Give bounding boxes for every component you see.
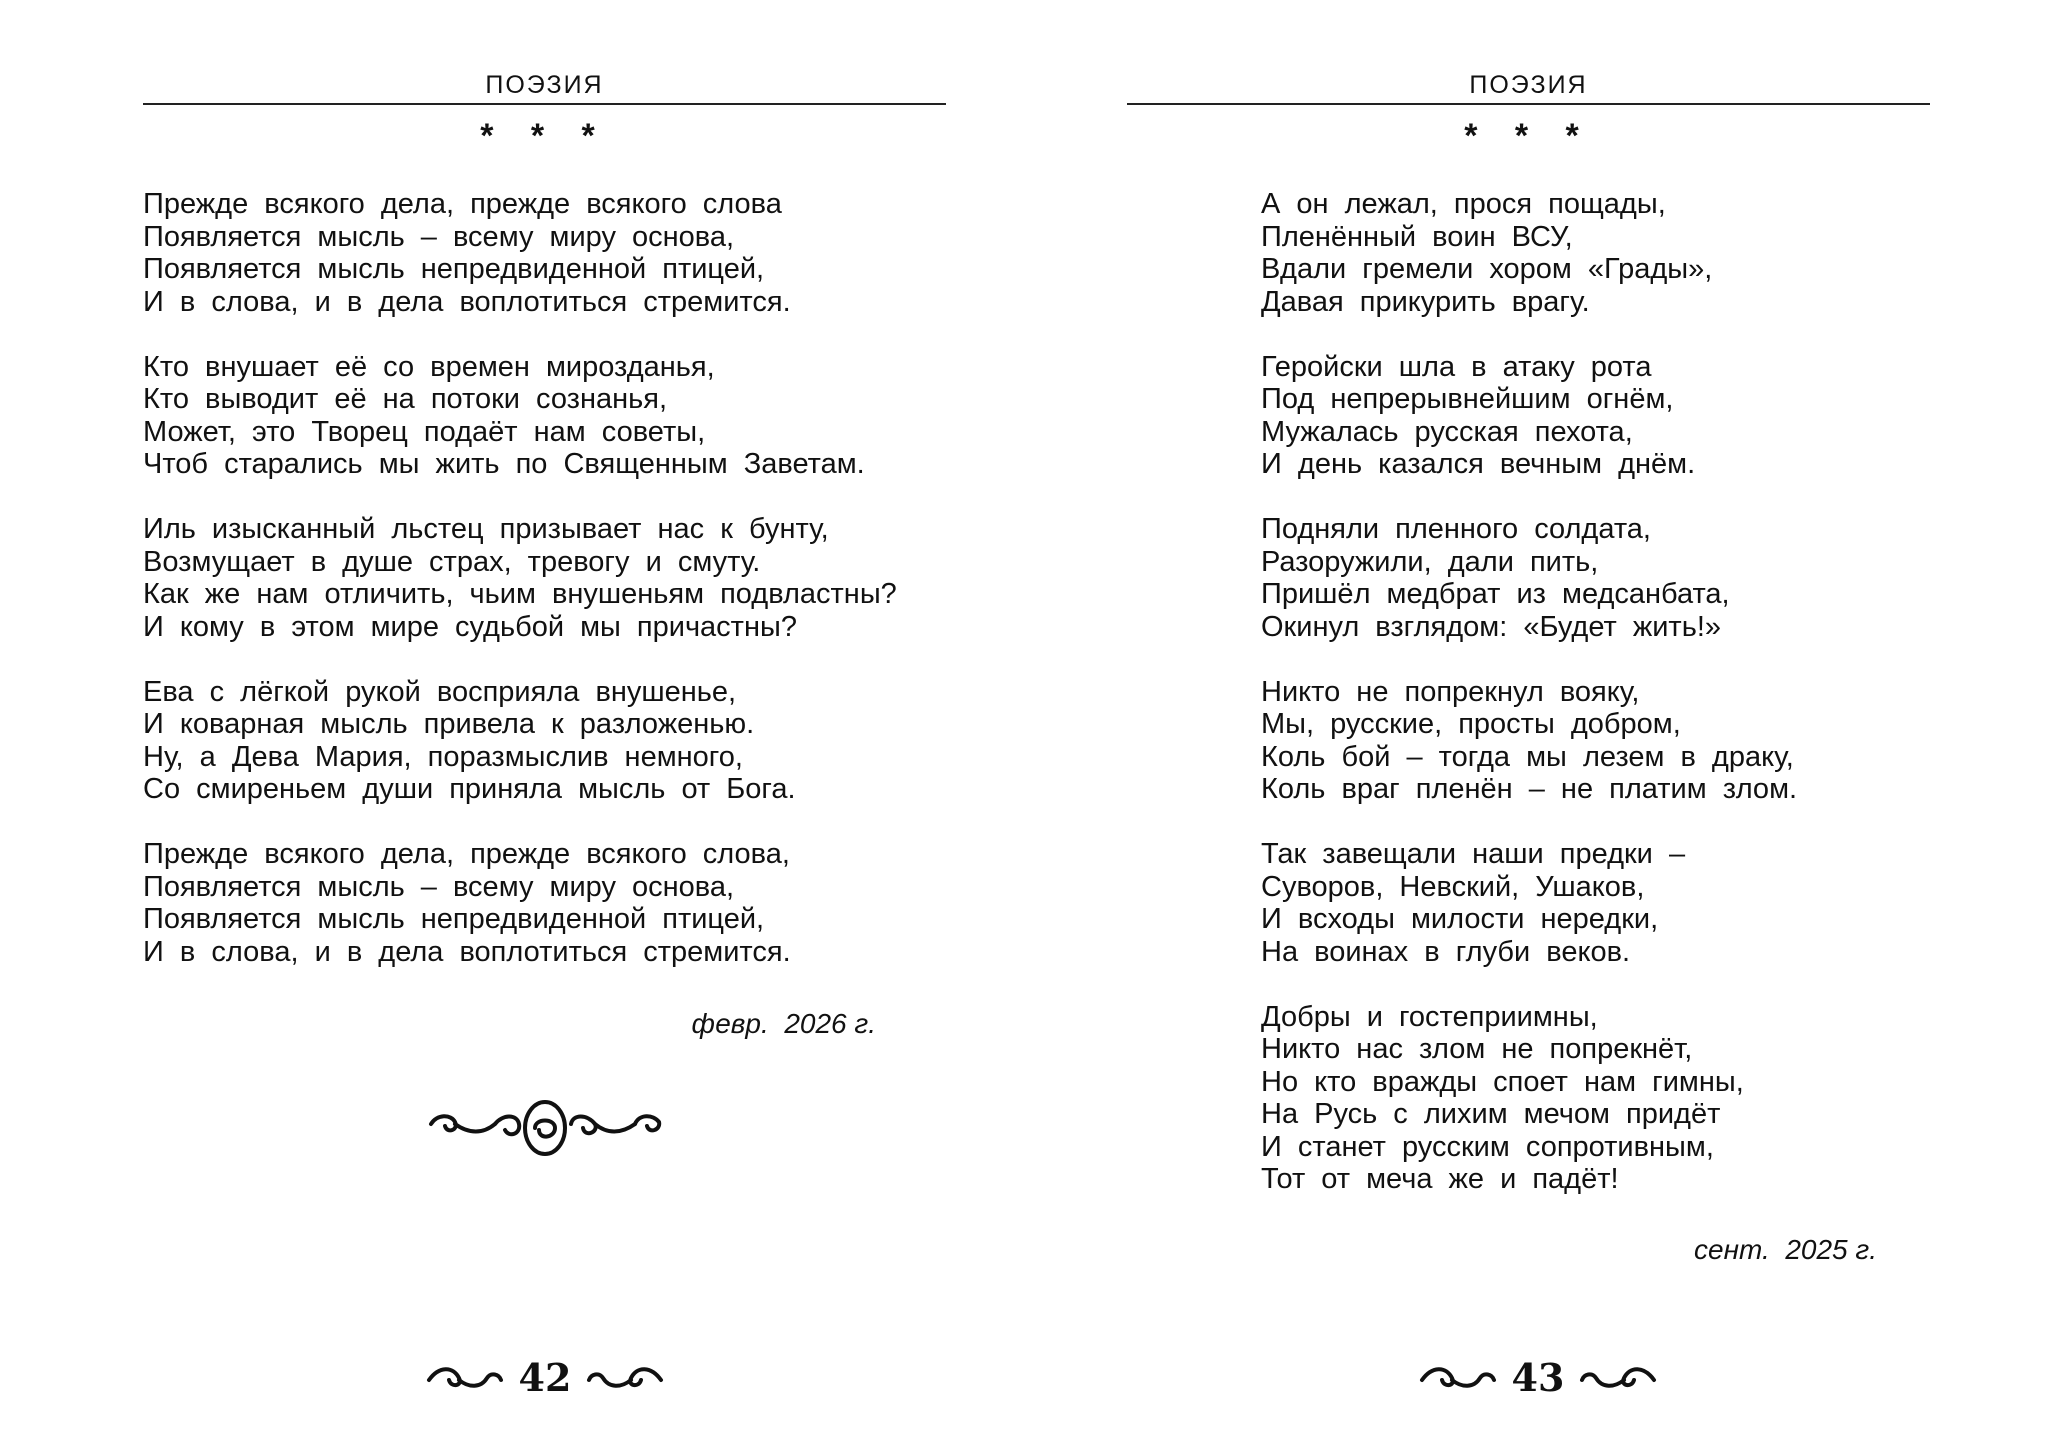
running-head: ПОЭЗИЯ xyxy=(1469,71,1588,99)
poem-line: Так завещали наши предки – xyxy=(1261,838,1686,870)
poem-line: На воинах в глуби веков. xyxy=(1261,935,1631,968)
header-rule xyxy=(1127,103,1930,105)
poem-line: Появляется мысль непредвиденной птицей, xyxy=(143,903,765,935)
poem-line: Коль враг пленён – не платим злом. xyxy=(1261,773,1798,805)
stanza xyxy=(1261,513,1797,643)
swash-right-icon xyxy=(585,1362,665,1392)
poem-line: Пленённый воин ВСУ, xyxy=(1261,220,1573,253)
poem-line: Кто внушает её со времен мирозданья, xyxy=(143,350,715,383)
poem-line: Пришёл медбрат из медсанбата, xyxy=(1261,578,1730,610)
poem-line: Геройски шла в атаку рота xyxy=(1261,350,1652,383)
poem-date: сент. 2025 г. xyxy=(1694,1234,1877,1265)
stanza xyxy=(143,188,897,318)
header-rule xyxy=(143,103,946,105)
poem-line: И в слова, и в дела воплотиться стремится. xyxy=(143,285,791,318)
poem-line: Коль бой – тогда мы лезем в драку, xyxy=(1261,740,1794,773)
poem-line: А он лежал, прося пощады, xyxy=(1261,188,1666,220)
poem xyxy=(1261,188,1797,1228)
poem-line: Суворов, Невский, Ушаков, xyxy=(1261,870,1645,903)
poem-line: Чтоб старались мы жить по Священным Заветам. xyxy=(143,448,865,480)
poem-line: Подняли пленного солдата, xyxy=(1261,513,1651,545)
stanza xyxy=(143,513,897,643)
stanza xyxy=(1261,351,1797,481)
poem-line: Тот от меча же и падёт! xyxy=(1261,1163,1619,1195)
poem-line: Под непрерывнейшим огнём, xyxy=(1261,383,1674,415)
poem-line: Разоружили, дали пить, xyxy=(1261,545,1599,578)
poem-line: Но кто вражды споет нам гимны, xyxy=(1261,1065,1744,1098)
flourish-ornament-icon xyxy=(425,1088,665,1168)
poem-line: Возмущает в душе страх, тревогу и смуту. xyxy=(143,545,761,578)
stanza xyxy=(143,838,897,968)
poem-line: И коварная мысль привела к разложенью. xyxy=(143,708,755,740)
stanza xyxy=(143,351,897,481)
poem-line: Как же нам отличить, чьим внушеньям подвластны? xyxy=(143,578,897,610)
poem-line: На Русь с лихим мечом придёт xyxy=(1261,1098,1721,1130)
stanza xyxy=(1261,1001,1797,1196)
stanza xyxy=(143,676,897,806)
page-number-text: 43 xyxy=(1511,1355,1565,1400)
poem-line: Прежде всякого дела, прежде всякого слова xyxy=(143,188,782,220)
poem-line: Никто нас злом не попрекнёт, xyxy=(1261,1033,1693,1065)
poem-line: И кому в этом мире судьбой мы причастны? xyxy=(143,610,797,643)
poem-line: Со смиреньем души приняла мысль от Бога. xyxy=(143,773,796,805)
poem-line: Никто не попрекнул вояку, xyxy=(1261,675,1640,708)
running-head: ПОЭЗИЯ xyxy=(485,71,604,99)
poem-line: Иль изысканный льстец призывает нас к бунту, xyxy=(143,513,829,545)
stanza xyxy=(1261,188,1797,318)
poem-line: Может, это Творец подаёт нам советы, xyxy=(143,415,706,448)
page-number xyxy=(425,1356,665,1400)
stanza xyxy=(1261,838,1797,968)
poem-line: Появляется мысль – всему миру основа, xyxy=(143,220,735,253)
poem-line: Вдали гремели хором «Грады», xyxy=(1261,253,1713,285)
poem-line: Ну, а Дева Мария, поразмыслив немного, xyxy=(143,740,743,773)
poem-line: И день казался вечным днём. xyxy=(1261,448,1696,480)
section-asterisks: * * * xyxy=(480,117,609,155)
poem-line: Появляется мысль непредвиденной птицей, xyxy=(143,253,765,285)
poem-line: Прежде всякого дела, прежде всякого слова, xyxy=(143,838,790,870)
section-asterisks: * * * xyxy=(1464,117,1593,155)
swash-right-icon xyxy=(1578,1362,1658,1392)
poem-line: И в слова, и в дела воплотиться стремится. xyxy=(143,935,791,968)
poem-line: Кто выводит её на потоки сознанья, xyxy=(143,383,668,415)
poem-line: И станет русским сопротивным, xyxy=(1261,1130,1714,1163)
poem-line: И всходы милости нередки, xyxy=(1261,903,1659,935)
poem-line: Мы, русские, просты добром, xyxy=(1261,708,1681,740)
stanza xyxy=(1261,676,1797,806)
poem-line: Появляется мысль – всему миру основа, xyxy=(143,870,735,903)
poem-line: Ева с лёгкой рукой восприяла внушенье, xyxy=(143,675,737,708)
page-number xyxy=(1418,1356,1658,1400)
poem-line: Давая прикурить врагу. xyxy=(1261,285,1590,318)
right-page xyxy=(1029,0,2058,1454)
page-number-text: 42 xyxy=(518,1355,572,1400)
poem-line: Окинул взглядом: «Будет жить!» xyxy=(1261,610,1722,643)
poem-line: Мужалась русская пехота, xyxy=(1261,415,1633,448)
poem xyxy=(143,188,897,1001)
poem-line: Добры и гостеприимны, xyxy=(1261,1000,1598,1033)
poem-date: февр. 2026 г. xyxy=(691,1008,876,1039)
